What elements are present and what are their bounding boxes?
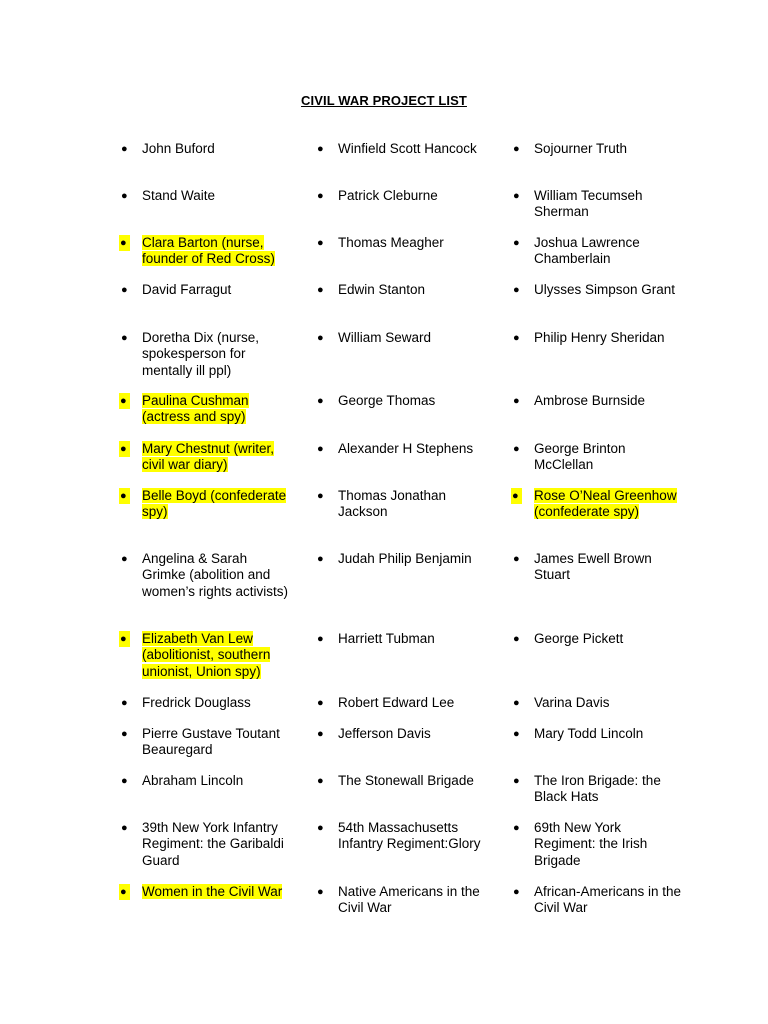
bullet-icon: ● [121,284,128,296]
list-item [317,884,488,917]
list-item-text: Abraham Lincoln [142,773,244,788]
list-item-text: Fredrick Douglass [142,695,251,710]
list-item-text: The Iron Brigade: the Black Hats [534,773,661,805]
bullet-icon: ● [513,728,520,740]
list-row [0,330,768,390]
list-item [513,235,684,268]
list-item [121,330,292,379]
list-item [317,631,488,647]
bullet-icon: ● [513,553,520,565]
list-item-text: Joshua Lawrence Chamberlain [534,235,640,267]
list-item-text: Edwin Stanton [338,282,426,297]
bullet-icon: ● [121,332,128,344]
bullet-icon: ● [119,441,130,457]
list-item [317,393,488,409]
list-item-text: John Buford [142,141,215,156]
list-item [317,141,488,157]
list-item-text: Ambrose Burnside [534,393,646,408]
bullet-icon: ● [317,822,324,834]
list-item-text: Paulina Cushman (actress and spy) [142,393,249,425]
bullet-icon: ● [317,443,324,455]
bullet-icon: ● [121,728,128,740]
list-item-text: Ulysses Simpson Grant [534,282,676,297]
list-row [0,631,768,691]
list-item [317,726,488,742]
list-row [0,488,768,548]
bullet-icon: ● [317,190,324,202]
list-item [317,188,488,204]
bullet-icon: ● [121,553,128,565]
list-item [513,631,684,647]
list-item-text: Native Americans in the Civil War [338,884,480,916]
list-item-text: Robert Edward Lee [338,695,455,710]
list-item-text: Alexander H Stephens [338,441,474,456]
list-item [317,695,488,711]
list-item [120,235,292,268]
bullet-icon: ● [513,775,520,787]
list-item [513,773,684,806]
bullet-icon: ● [121,822,128,834]
bullet-icon: ● [511,488,522,504]
page-title: CIVIL WAR PROJECT LIST [301,93,467,108]
list-item-text: Elizabeth Van Lew (abolitionist, southern unionist, Union spy) [142,631,271,679]
bullet-icon: ● [317,395,324,407]
list-item-text: Rose O’Neal Greenhow (confederate spy) [534,488,677,520]
list-item [317,441,488,457]
list-item-text: Jefferson Davis [338,726,431,741]
list-item-text: Belle Boyd (confederate spy) [142,488,287,520]
bullet-icon: ● [317,553,324,565]
list-item [513,726,684,742]
list-item-text: Winfield Scott Hancock [338,141,477,156]
list-item-text: 39th New York Infantry Regiment: the Garibaldi Guard [142,820,284,868]
list-item-text: George Thomas [338,393,436,408]
bullet-icon: ● [513,237,520,249]
list-item [317,820,488,853]
list-item-text: William Seward [338,330,432,345]
list-item [121,282,292,298]
list-item [120,488,292,521]
bullet-icon: ● [513,143,520,155]
bullet-icon: ● [513,633,520,645]
list-item-text: Doretha Dix (nurse, spokesperson for mentally ill ppl) [142,330,260,378]
list-item [513,884,684,917]
list-item [513,141,684,157]
list-item-text: George Brinton McClellan [534,441,626,473]
list-item [120,884,292,900]
list-row [0,551,768,611]
bullet-icon: ● [317,284,324,296]
list-item-text: Patrick Cleburne [338,188,438,203]
list-item-text: Women in the Civil War [142,884,283,899]
bullet-icon: ● [119,884,130,900]
list-item [513,820,684,869]
list-item [121,820,292,869]
list-item-text: Stand Waite [142,188,216,203]
list-item-text: Angelina & Sarah Grimke (abolition and women’s rights activists) [142,551,289,599]
list-item-text: Mary Todd Lincoln [534,726,644,741]
list-item-text: William Tecumseh Sherman [534,188,643,220]
list-item [513,188,684,221]
bullet-icon: ● [121,697,128,709]
bullet-icon: ● [317,143,324,155]
list-item-text: Mary Chestnut (writer, civil war diary) [142,441,275,473]
bullet-icon: ● [317,490,324,502]
list-item [317,488,488,521]
list-item-text: Philip Henry Sheridan [534,330,665,345]
bullet-icon: ● [317,633,324,645]
bullet-icon: ● [121,190,128,202]
list-row [0,884,768,944]
list-item-text: James Ewell Brown Stuart [534,551,652,583]
list-item [121,141,292,157]
list-item [512,488,684,521]
bullet-icon: ● [119,631,130,647]
bullet-icon: ● [513,697,520,709]
list-item [121,773,292,789]
bullet-icon: ● [513,190,520,202]
list-item-text: Judah Philip Benjamin [338,551,472,566]
list-item-text: Pierre Gustave Toutant Beauregard [142,726,280,758]
list-item-text: David Farragut [142,282,232,297]
bullet-icon: ● [513,822,520,834]
list-row [0,820,768,880]
bullet-icon: ● [513,284,520,296]
bullet-icon: ● [317,332,324,344]
list-item [317,551,488,567]
bullet-icon: ● [513,332,520,344]
list-item-text: Thomas Meagher [338,235,444,250]
bullet-icon: ● [121,775,128,787]
list-item [120,631,292,680]
bullet-icon: ● [513,443,520,455]
list-item [513,551,684,584]
list-item [120,441,292,474]
list-item [121,695,292,711]
list-item-text: African-Americans in the Civil War [534,884,682,916]
list-item [513,393,684,409]
bullet-icon: ● [119,393,130,409]
bullet-icon: ● [513,395,520,407]
list-item-text: Thomas Jonathan Jackson [338,488,447,520]
list-item-text: George Pickett [534,631,624,646]
list-item-text: Varina Davis [534,695,610,710]
list-item [317,235,488,251]
list-item [317,282,488,298]
list-item-text: Clara Barton (nurse, founder of Red Cross) [142,235,275,267]
bullet-icon: ● [119,235,130,251]
list-item [513,330,684,346]
list-item-text: Harriett Tubman [338,631,435,646]
list-item [317,773,488,789]
list-item-text: Sojourner Truth [534,141,628,156]
list-item [513,282,684,298]
bullet-icon: ● [317,775,324,787]
bullet-icon: ● [317,237,324,249]
bullet-icon: ● [121,143,128,155]
list-item [317,330,488,346]
bullet-icon: ● [513,886,520,898]
list-item [121,726,292,759]
list-item [120,393,292,426]
bullet-icon: ● [119,488,130,504]
list-item-text: 69th New York Regiment: the Irish Brigade [534,820,648,868]
list-item-text: 54th Massachusetts Infantry Regiment:Glory [338,820,481,852]
bullet-icon: ● [317,697,324,709]
list-item [513,695,684,711]
list-item [121,551,292,600]
list-item-text: The Stonewall Brigade [338,773,474,788]
bullet-icon: ● [317,728,324,740]
list-item [513,441,684,474]
list-item [121,188,292,204]
bullet-icon: ● [317,886,324,898]
